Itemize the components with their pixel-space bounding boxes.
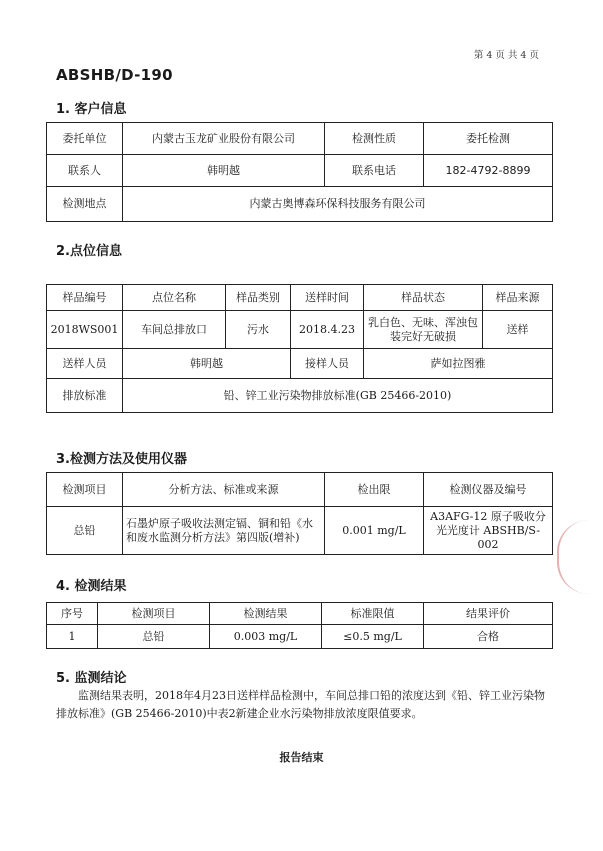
standard-value: 铅、锌工业污染物排放标准(GB 25466-2010) xyxy=(123,379,553,413)
method-table xyxy=(46,472,553,555)
header-sample-id: 样品编号 xyxy=(47,285,123,311)
header-index: 序号 xyxy=(47,603,98,625)
seal-stamp-edge xyxy=(557,520,589,594)
header-point-name: 点位名称 xyxy=(123,285,226,311)
site-value: 内蒙古奥博森环保科技服务有限公司 xyxy=(123,187,553,222)
page-number: 第 4 页 共 4 页 xyxy=(473,50,539,61)
header-detection-limit: 检出限 xyxy=(325,473,424,507)
client-row-site xyxy=(47,187,553,222)
header-instrument: 检测仪器及编号 xyxy=(424,473,553,507)
nature-label: 检测性质 xyxy=(325,123,424,155)
sample-type: 污水 xyxy=(226,311,291,349)
instrument: A3AFG-12 原子吸收分光光度计 ABSHB/S-002 xyxy=(424,507,553,555)
results-header-row xyxy=(47,603,553,625)
sample-source: 送样 xyxy=(483,311,553,349)
evaluation: 合格 xyxy=(424,625,553,649)
header-analysis-method: 分析方法、标准或来源 xyxy=(123,473,325,507)
send-time: 2018.4.23 xyxy=(291,311,364,349)
client-row-entrust xyxy=(47,123,553,155)
client-info-table xyxy=(46,122,553,222)
entrust-value: 内蒙古玉龙矿业股份有限公司 xyxy=(123,123,325,155)
header-sample-type: 样品类别 xyxy=(226,285,291,311)
standard-label: 排放标准 xyxy=(47,379,123,413)
site-label: 检测地点 xyxy=(47,187,123,222)
detection-limit: 0.001 mg/L xyxy=(325,507,424,555)
result-index: 1 xyxy=(47,625,98,649)
sampling-header-row xyxy=(47,285,553,311)
phone-value: 182-4792-8899 xyxy=(424,155,553,187)
sample-state: 乳白色、无味、浑浊包装完好无破损 xyxy=(364,311,483,349)
client-row-contact xyxy=(47,155,553,187)
section-title-conclusion: 5. 监测结论 xyxy=(56,671,127,686)
section-title-client-info: 1. 客户信息 xyxy=(56,102,127,117)
analysis-method: 石墨炉原子吸收法测定镉、铜和铅《水和废水监测分析方法》第四版(增补) xyxy=(123,507,325,555)
phone-label: 联系电话 xyxy=(325,155,424,187)
point-name: 车间总排放口 xyxy=(123,311,226,349)
conclusion-text: 监测结果表明，2018年4月23日送样样品检测中，车间总排口铅的浓度达到《铅、锌工业污染物排放标准》(GB 25466-2010)中表2新建企业水污染物排放浓度限值要求。 xyxy=(56,689,545,720)
header-sample-source: 样品来源 xyxy=(483,285,553,311)
sender-label: 送样人员 xyxy=(47,349,123,379)
header-evaluation: 结果评价 xyxy=(424,603,553,625)
header-standard-limit: 标准限值 xyxy=(322,603,424,625)
section-title-sampling-info: 2.点位信息 xyxy=(56,244,122,259)
section-title-method: 3.检测方法及使用仪器 xyxy=(56,452,187,467)
result-value: 0.003 mg/L xyxy=(210,625,322,649)
results-data-row xyxy=(47,625,553,649)
header-result-value: 检测结果 xyxy=(210,603,322,625)
header-test-item: 检测项目 xyxy=(47,473,123,507)
header-sample-state: 样品状态 xyxy=(364,285,483,311)
section-title-results: 4. 检测结果 xyxy=(56,579,127,594)
header-result-item: 检测项目 xyxy=(98,603,210,625)
sample-id: 2018WS001 xyxy=(47,311,123,349)
test-item: 总铅 xyxy=(47,507,123,555)
contact-label: 联系人 xyxy=(47,155,123,187)
sampling-table xyxy=(46,284,553,413)
results-table xyxy=(46,602,553,649)
method-header-row xyxy=(47,473,553,507)
sampling-standard-row xyxy=(47,379,553,413)
method-data-row xyxy=(47,507,553,555)
sampling-data-row xyxy=(47,311,553,349)
receiver-value: 萨如拉图雅 xyxy=(364,349,553,379)
nature-value: 委托检测 xyxy=(424,123,553,155)
document-id: ABSHB/D-190 xyxy=(56,66,173,84)
standard-limit: ≤0.5 mg/L xyxy=(322,625,424,649)
sampling-personnel-row xyxy=(47,349,553,379)
entrust-label: 委托单位 xyxy=(47,123,123,155)
report-end-label: 报告结束 xyxy=(279,751,324,764)
receiver-label: 接样人员 xyxy=(291,349,364,379)
result-item: 总铅 xyxy=(98,625,210,649)
contact-value: 韩明越 xyxy=(123,155,325,187)
header-send-time: 送样时间 xyxy=(291,285,364,311)
sender-value: 韩明越 xyxy=(123,349,291,379)
